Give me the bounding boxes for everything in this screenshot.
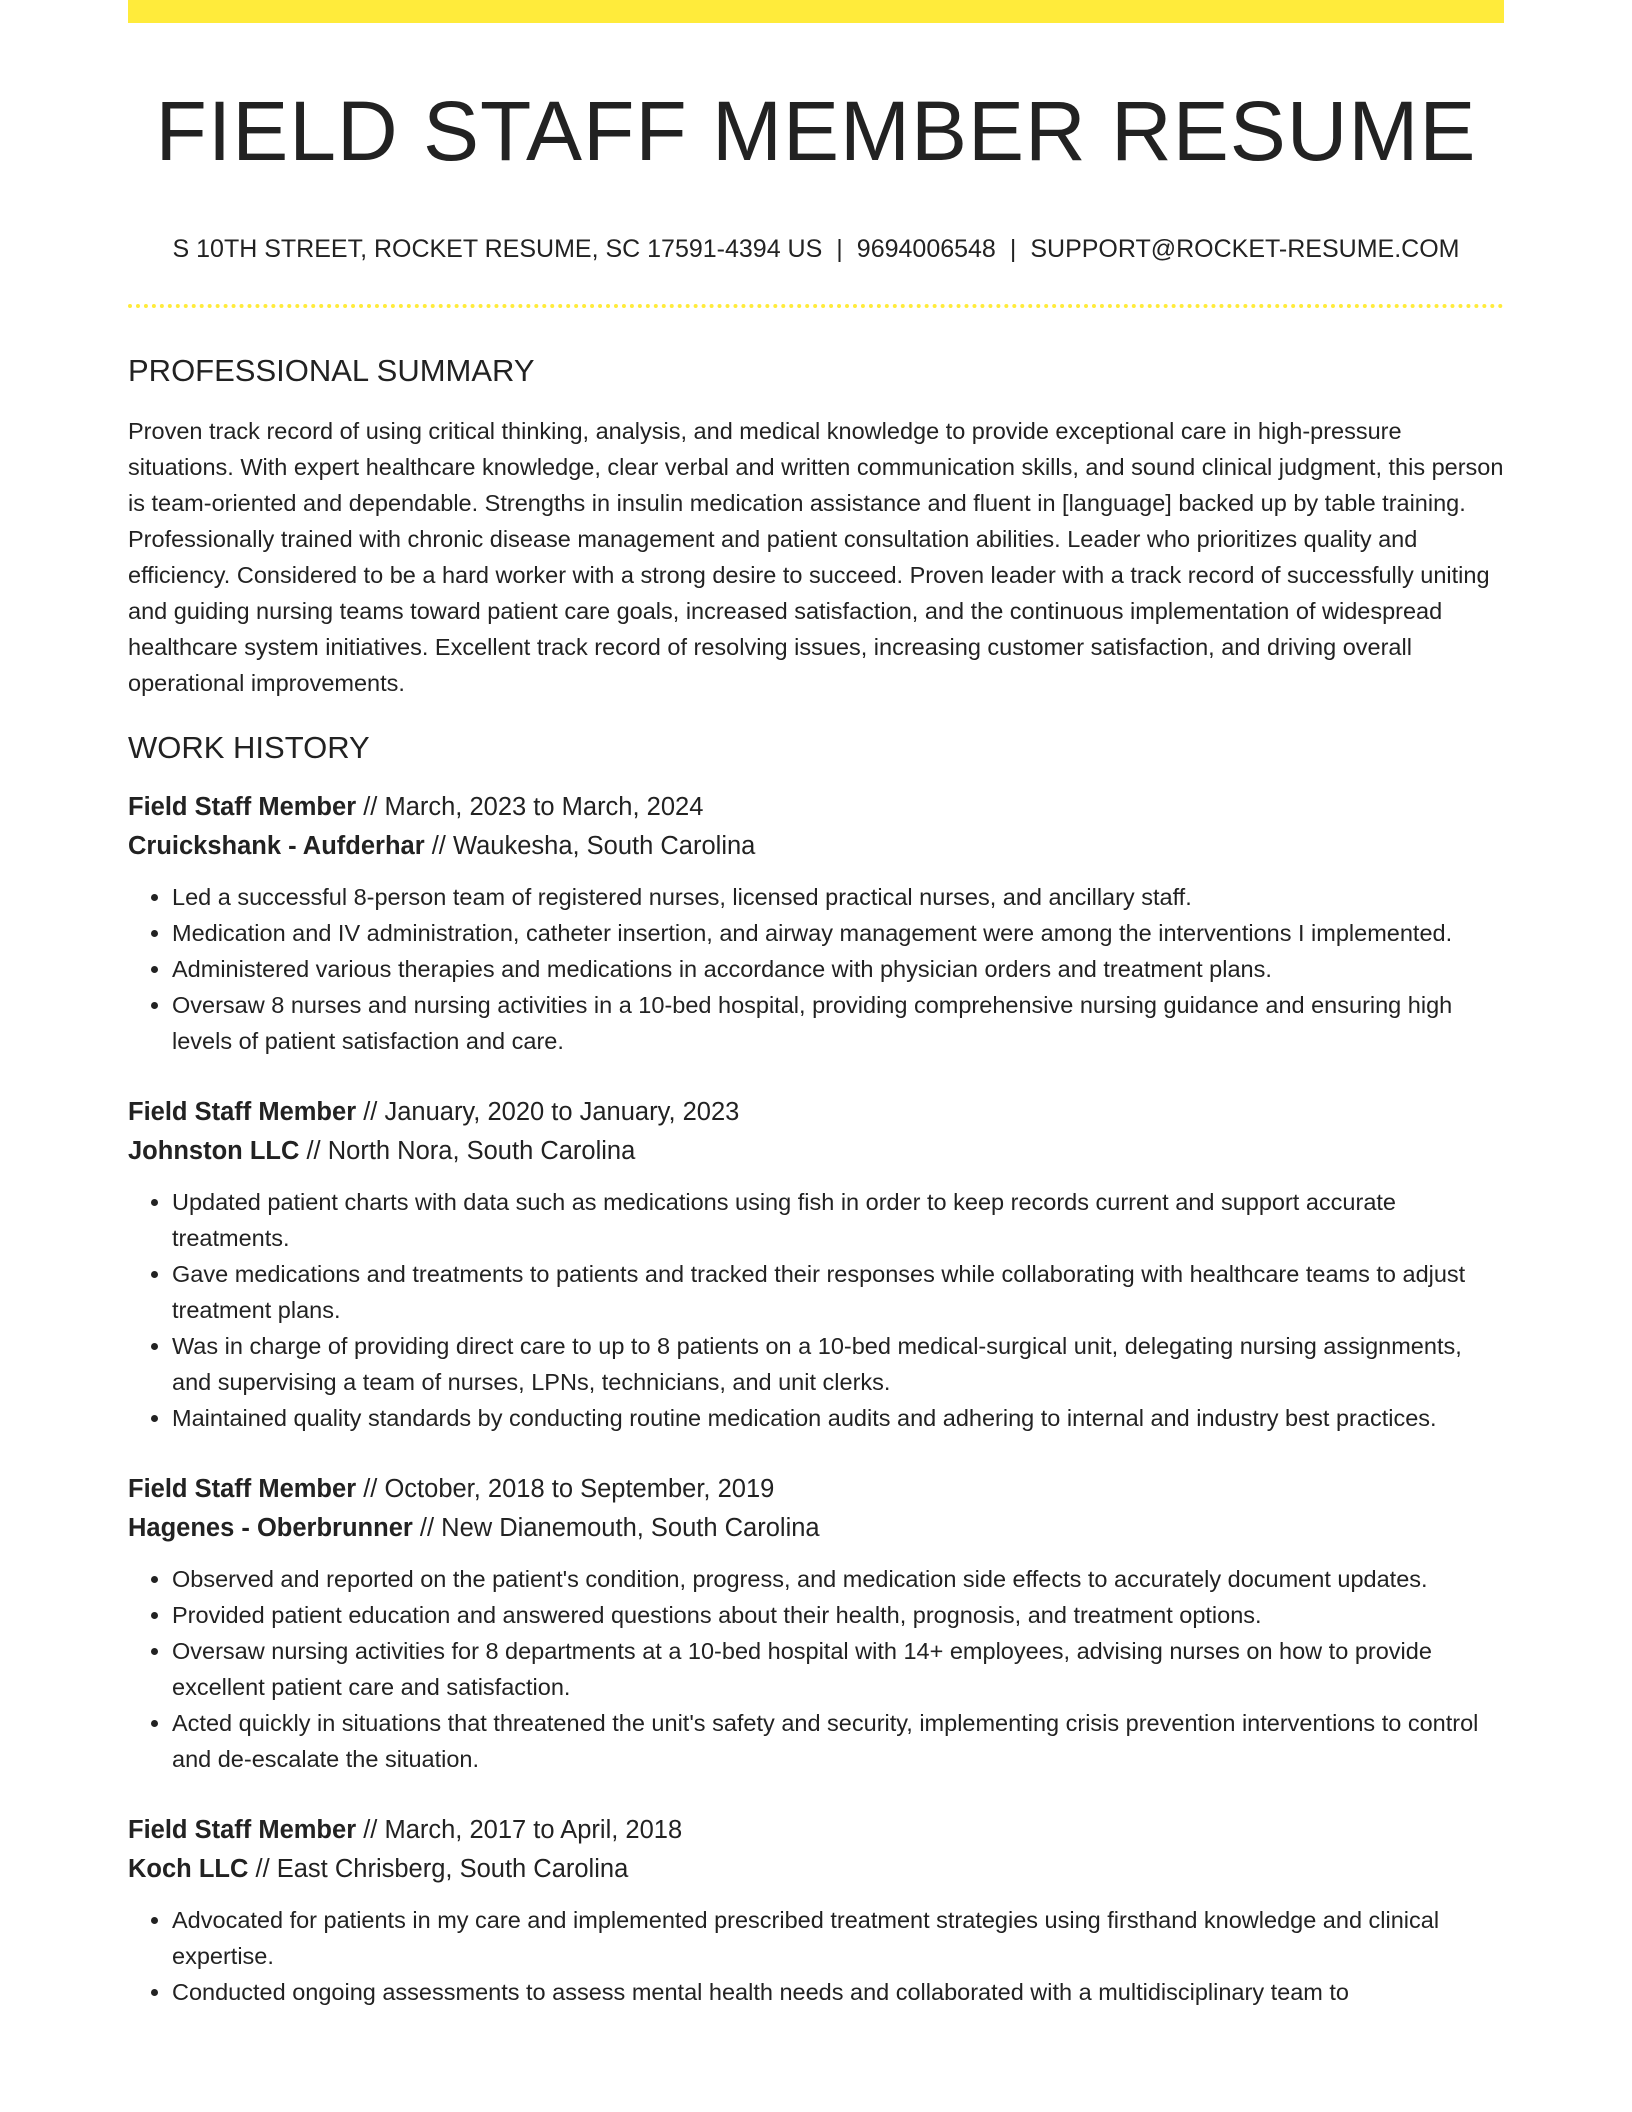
job-bullet: • Administered various therapies and medications in accordance with physician orders and treatment plans. [172,951,1504,987]
job-bullet: • Oversaw nursing activities for 8 departments at a 10-bed hospital with 14+ employees, advising nurses on how to provide excellent patient care and satisfaction. [172,1633,1504,1705]
job-role: Field Staff Member [128,1816,357,1845]
job-bullet: • Maintained quality standards by conducting routine medication audits and adhering to internal and industry best practices. [172,1400,1504,1436]
job-company: Johnston LLC [128,1137,300,1166]
resume-page [128,0,1504,2010]
job-company: Cruickshank - Aufderhar [128,832,425,861]
summary-heading: PROFESSIONAL SUMMARY [128,352,535,388]
job-title-line [128,1093,1504,1132]
job-role: Field Staff Member [128,1098,357,1127]
resume-title: FIELD STAFF MEMBER RESUME [155,84,1477,178]
contact-phone: 9694006548 [856,234,996,263]
job-title-line [128,788,1504,827]
job-bullet: • Was in charge of providing direct care to up to 8 patients on a 10-bed medical-surgical unit, delegating nursing assignments, and supervising a team of nurses, LPNs, technicians, and unit clerks. [172,1328,1504,1400]
dotted-divider [128,304,1504,308]
job-bullets [128,1184,1504,1436]
job-dates: // March, 2017 to April, 2018 [356,1816,683,1845]
contact-line [128,234,1504,264]
job-entry [128,1470,1504,1777]
job-bullet: • Conducted ongoing assessments to assess mental health needs and collaborated with a multidisciplinary team to [172,1974,1504,2010]
job-bullets [128,1902,1504,2010]
job-company: Hagenes - Oberbrunner [128,1514,413,1543]
contact-address: S 10TH STREET, ROCKET RESUME, SC 17591-4394 US [172,234,823,263]
summary-text: Proven track record of using critical thinking, analysis, and medical knowledge to provide exceptional care in high-pressure situations. With expert healthcare knowledge, clear verbal and written communication skills, and sound clinical judgment, this person is team-oriented and dependable. Strengths in insulin medication assistance and fluent in [language] backed up by table training. Professionally trained with chronic disease management and patient consultation abilities. Leader who prioritizes quality and efficiency. Considered to be a hard worker with a strong desire to succeed. Proven leader with a track record of successfully uniting and guiding nursing teams toward patient care goals, increased satisfaction, and the continuous implementation of widespread healthcare system initiatives. Excellent track record of resolving issues, increasing customer satisfaction, and driving overall operational improvements. [128,417,1504,696]
job-company-line [128,1850,1504,1889]
job-bullet: • Provided patient education and answered questions about their health, prognosis, and treatment options. [172,1597,1504,1633]
contact-separator: | [836,234,843,263]
job-location: // New Dianemouth, South Carolina [412,1514,820,1543]
job-bullet: • Gave medications and treatments to patients and tracked their responses while collaborating with healthcare teams to adjust treatment plans. [172,1256,1504,1328]
job-company: Koch LLC [128,1855,249,1884]
job-bullet: • Oversaw 8 nurses and nursing activities in a 10-bed hospital, providing comprehensive nursing guidance and ensuring high levels of patient satisfaction and care. [172,987,1504,1059]
job-entry [128,1093,1504,1436]
job-dates: // March, 2023 to March, 2024 [356,793,704,822]
job-bullets [128,879,1504,1059]
job-bullet: • Advocated for patients in my care and implemented prescribed treatment strategies using firsthand knowledge and clinical expertise. [172,1902,1504,1974]
job-dates: // October, 2018 to September, 2019 [356,1475,775,1504]
job-bullet: • Updated patient charts with data such as medications using fish in order to keep records current and support accurate treatments. [172,1184,1504,1256]
job-entry [128,788,1504,1059]
job-company-line [128,827,1504,866]
job-bullet: • Observed and reported on the patient's condition, progress, and medication side effects to accurately document updates. [172,1561,1504,1597]
job-location: // North Nora, South Carolina [299,1137,636,1166]
contact-email: SUPPORT@ROCKET-RESUME.COM [1030,234,1460,263]
contact-separator: | [1009,234,1017,263]
job-dates: // January, 2020 to January, 2023 [356,1098,740,1127]
job-location: // East Chrisberg, South Carolina [248,1855,629,1884]
job-role: Field Staff Member [128,1475,357,1504]
jobs-list [128,788,1504,2010]
job-role: Field Staff Member [128,793,357,822]
job-bullet: • Acted quickly in situations that threatened the unit's safety and security, implementing crisis prevention interventions to control and de-escalate the situation. [172,1705,1504,1777]
job-location: // Waukesha, South Carolina [424,832,756,861]
job-bullet: • Medication and IV administration, catheter insertion, and airway management were among the interventions I implemented. [172,915,1504,951]
job-bullet: • Led a successful 8-person team of registered nurses, licensed practical nurses, and ancillary staff. [172,879,1504,915]
work-history-heading: WORK HISTORY [128,729,370,765]
job-bullets [128,1561,1504,1777]
job-company-line [128,1132,1504,1171]
job-title-line [128,1811,1504,1850]
top-accent-bar [128,0,1504,23]
job-entry [128,1811,1504,2010]
job-company-line [128,1509,1504,1548]
job-title-line [128,1470,1504,1509]
